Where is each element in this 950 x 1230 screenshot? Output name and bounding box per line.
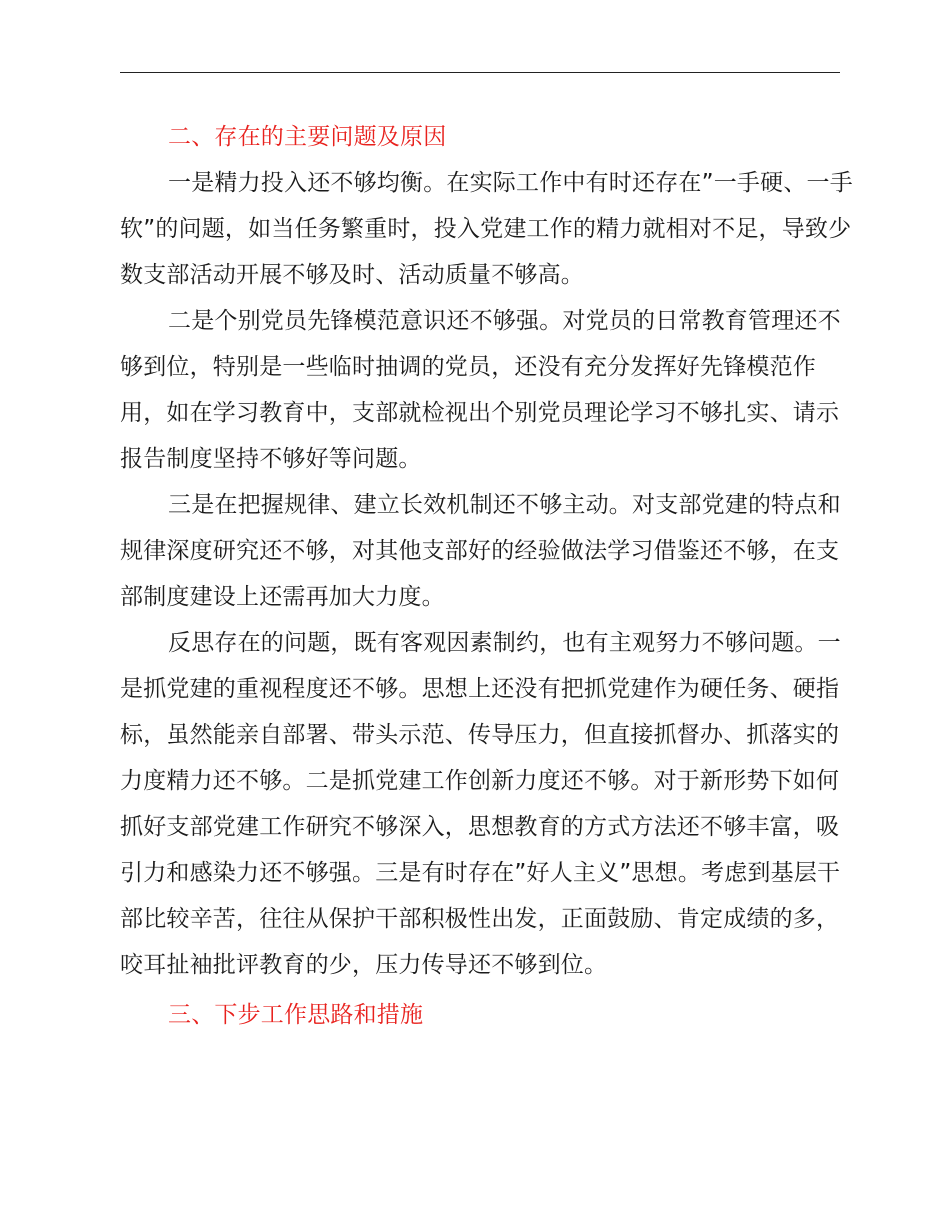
section-heading-next-steps: 三、下步工作思路和措施	[168, 1002, 424, 1028]
section-heading-problems: 二、存在的主要问题及原因	[168, 124, 447, 150]
paragraph-member-awareness: 二是个别党员先锋模范意识还不够强。对党员的日常教育管理还不够到位，特别是一些临时抽调的党员，还没有充分发挥好先锋模范作用，如在学习教育中，支部就检视出个别党员理论学习不够扎实、请示报告制度坚持不够好等问题。	[120, 308, 841, 472]
paragraph-reflection: 反思存在的问题，既有客观因素制约，也有主观努力不够问题。一是抓党建的重视程度还不够。思想上还没有把抓党建作为硬任务、硬指标，虽然能亲自部署、带头示范、传导压力，但直接抓督办、抓落实的力度精力还不够。二是抓党建工作创新力度还不够。对于新形势下如何抓好支部党建工作研究不够深入，思想教育的方式方法还不够丰富，吸引力和感染力还不够强。三是有时存在”好人主义”思想。考虑到基层干部比较辛苦，往往从保护干部积极性出发，正面鼓励、肯定成绩的多，咬耳扯袖批评教育的少，压力传导还不够到位。	[120, 630, 841, 978]
document-body	[120, 114, 860, 1038]
paragraph-energy-balance: 一是精力投入还不够均衡。在实际工作中有时还存在”一手硬、一手软”的问题，如当任务繁重时，投入党建工作的精力就相对不足，导致少数支部活动开展不够及时、活动质量不够高。	[120, 170, 853, 288]
header-rule	[120, 72, 840, 73]
paragraph-long-term-mechanism: 三是在把握规律、建立长效机制还不够主动。对支部党建的特点和规律深度研究还不够，对其他支部好的经验做法学习借鉴还不够，在支部制度建设上还需再加大力度。	[120, 492, 841, 610]
